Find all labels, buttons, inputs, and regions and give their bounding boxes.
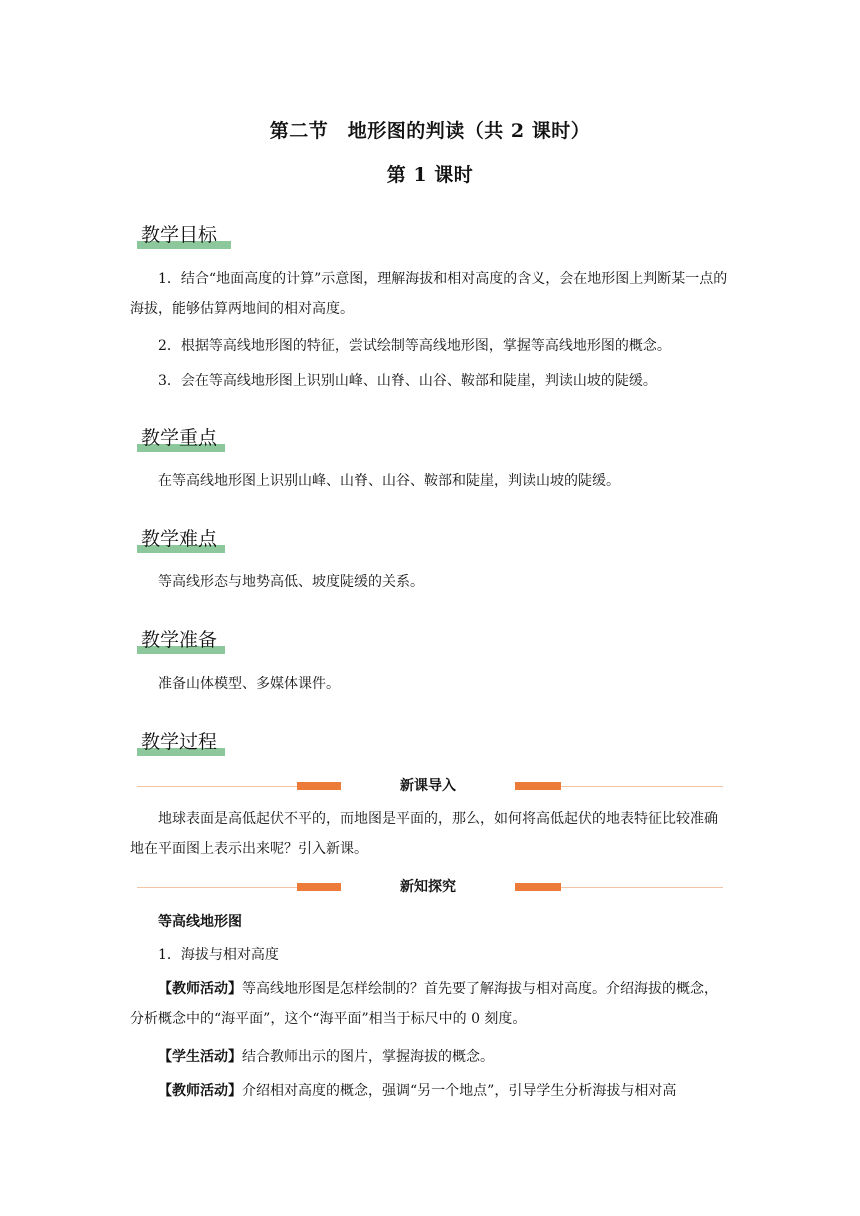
section-heading-preparation: 教学准备 bbox=[137, 625, 217, 655]
intro-text: 地球表面是高低起伏不平的，而地图是平面的，那么，如何将高低起伏的地表特征比较准确地在平面图上表示出来呢？引入新课。 bbox=[130, 811, 718, 857]
divider-label-explore: 新知探究 bbox=[400, 879, 456, 895]
section-heading-process: 教学过程 bbox=[137, 727, 217, 757]
teacher-activity-1 bbox=[130, 974, 730, 1034]
page-subtitle: 第 1 课时 bbox=[386, 164, 474, 186]
student-activity-1 bbox=[130, 1042, 730, 1072]
objective-item-1: 1．结合“地面高度的计算”示意图，理解海拔和相对高度的含义，会在地形图上判断某一点的海拔，能够估算两地间的相对高度。 bbox=[130, 271, 728, 317]
section-heading-objectives: 教学目标 bbox=[137, 220, 217, 250]
key-points-text: 在等高线地形图上识别山峰、山脊、山谷、鞍部和陡崖，判读山坡的陡缓。 bbox=[158, 473, 620, 489]
section-heading-key-points: 教学重点 bbox=[137, 423, 217, 453]
divider-label-intro: 新课导入 bbox=[400, 778, 456, 794]
teacher-activity-2 bbox=[130, 1076, 730, 1106]
topic-heading: 等高线地形图 bbox=[158, 914, 242, 930]
section-heading-difficulties: 教学难点 bbox=[137, 524, 217, 554]
divider-intro bbox=[137, 775, 723, 799]
activity-tag: 【教师活动】 bbox=[158, 981, 242, 997]
divider-explore bbox=[137, 876, 723, 900]
objective-item-2: 2．根据等高线地形图的特征，尝试绘制等高线地形图，掌握等高线地形图的概念。 bbox=[158, 338, 671, 354]
activity-tag: 【教师活动】 bbox=[158, 1083, 242, 1099]
activity-tag: 【学生活动】 bbox=[158, 1049, 242, 1065]
objective-item-3: 3．会在等高线地形图上识别山峰、山脊、山谷、鞍部和陡崖，判读山坡的陡缓。 bbox=[158, 373, 657, 389]
difficulties-text: 等高线形态与地势高低、坡度陡缓的关系。 bbox=[158, 574, 424, 590]
preparation-text: 准备山体模型、多媒体课件。 bbox=[158, 676, 340, 692]
page-title: 第二节 地形图的判读（共 2 课时） bbox=[269, 120, 591, 142]
point-1-heading: 1．海拔与相对高度 bbox=[158, 947, 279, 963]
activity-text: 等高线地形图是怎样绘制的？首先要了解海拔与相对高度。介绍海拔的概念，分析概念中的“海平面”，这个“海平面”相当于标尺中的 0 刻度。 bbox=[130, 981, 718, 1027]
activity-text: 介绍相对高度的概念，强调“另一个地点”，引导学生分析海拔与相对高 bbox=[242, 1083, 677, 1099]
activity-text: 结合教师出示的图片，掌握海拔的概念。 bbox=[242, 1049, 494, 1065]
